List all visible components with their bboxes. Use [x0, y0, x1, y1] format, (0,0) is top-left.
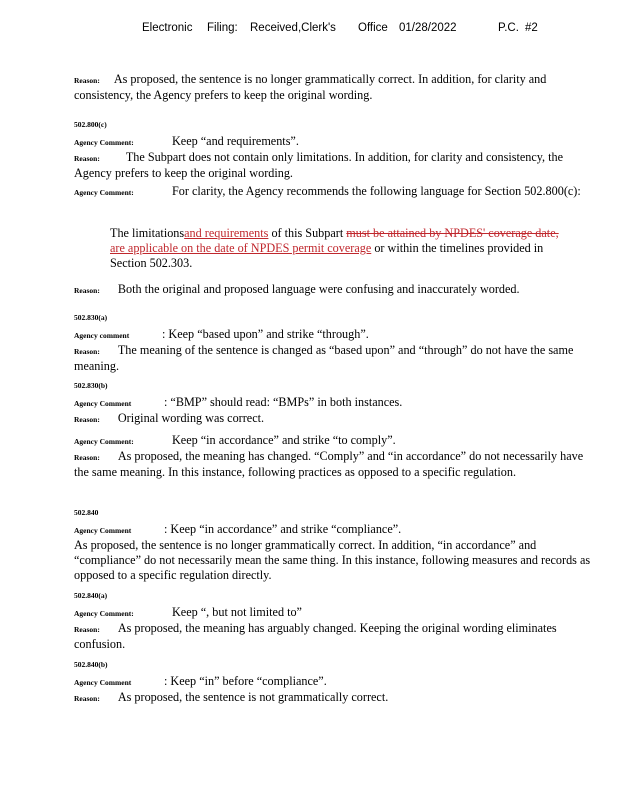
reason-text: Original wording was correct.: [117, 411, 265, 425]
agency-comment-label: Agency comment: [74, 331, 130, 340]
section-number: 502.830(a): [74, 313, 108, 322]
quote-deletion: must be attained by NPDES' coverage date,: [346, 226, 559, 240]
proposed-language-quote: [110, 226, 560, 271]
quote-part: or within the timelines provided in Section 502.303.: [110, 241, 544, 270]
header-pc: P.C.: [498, 22, 519, 34]
reason-label: Reason:: [74, 347, 100, 356]
agency-comment-label: Agency Comment:: [74, 437, 134, 446]
reason-text: The Subpart does not contain only limitations. In addition, for clarity and consistency, the Agency prefers to keep the original wording.: [74, 150, 564, 180]
section-502-830b: [74, 378, 594, 427]
header-date: 01/28/2022: [399, 22, 457, 34]
header-received: Received,Clerk's: [250, 22, 336, 34]
reason-label: Reason:: [74, 76, 100, 85]
reason-text: As proposed, the meaning has changed. “Comply” and “in accordance” do not necessarily have the same meaning. In this instance, following practices as opposed to a specific regulation.: [74, 449, 584, 479]
section-number: 502.840(b): [74, 660, 108, 669]
reason-text: As proposed, the sentence is no longer grammatically correct. In addition, for clarity and consistency, the Agency prefers to keep the original wording.: [74, 72, 547, 102]
header-filing: Filing:: [207, 22, 238, 34]
header-office: Office: [358, 22, 388, 34]
reason-label: Reason:: [74, 694, 100, 703]
agency-comment-text: For clarity, the Agency recommends the following language for Section 502.800(c):: [172, 184, 581, 198]
quote-part: of this Subpart: [271, 226, 344, 240]
reason-text: As proposed, the meaning has arguably changed. Keeping the original wording eliminates confusion.: [74, 621, 557, 651]
reason-text: The meaning of the sentence is changed as “based upon” and “through” do not have the same meaning.: [74, 343, 574, 373]
section-502-840a: [74, 588, 594, 652]
reason-label: Reason:: [74, 453, 100, 462]
agency-comment-text: : Keep “in accordance” and strike “compliance”.: [164, 522, 402, 536]
agency-comment-text: : Keep “in” before “compliance”.: [164, 674, 327, 688]
agency-comment-text: : “BMP” should read: “BMPs” in both instances.: [164, 395, 403, 409]
section-number: 502.840: [74, 508, 99, 517]
agency-comment-label: Agency Comment: [74, 399, 132, 408]
header-electronic: Electronic: [142, 22, 193, 34]
section-number: 502.800(c): [74, 120, 107, 129]
agency-comment-text: : Keep “based upon” and strike “through”.: [162, 327, 369, 341]
quote-insertion: and requirements: [184, 226, 269, 240]
section-502-840: [74, 505, 594, 583]
header-number: #2: [525, 22, 538, 34]
reason-text: Both the original and proposed language were confusing and inaccurately worded.: [117, 282, 520, 296]
section-502-800c: [74, 117, 594, 181]
comment-text: As proposed, the sentence is no longer grammatically correct. In addition, “in accordance” and “compliance” do not necessarily mean the same thing. In this instance, following measures and records as opposed to a specific regulation directly.: [74, 538, 591, 582]
reason-label: Reason:: [74, 415, 100, 424]
quote-part: The limitations: [110, 226, 185, 240]
reason-label: Reason:: [74, 625, 100, 634]
agency-comment-text: Keep “in accordance” and strike “to comply”.: [172, 433, 396, 447]
reason-block-1: [74, 72, 594, 103]
section-number: 502.830(b): [74, 381, 108, 390]
agency-comment-text: Keep “and requirements”.: [172, 134, 299, 148]
agency-comment-label: Agency Comment:: [74, 609, 134, 618]
section-number: 502.840(a): [74, 591, 108, 600]
reason-label: Reason:: [74, 286, 100, 295]
reason-label: Reason:: [74, 154, 100, 163]
recommendation-block: [74, 184, 594, 200]
comment-block-7: [74, 433, 594, 480]
agency-comment-text: Keep “, but not limited to”: [172, 605, 302, 619]
section-502-830a: [74, 310, 594, 374]
agency-comment-label: Agency Comment:: [74, 138, 134, 147]
reason-block-4: [74, 282, 594, 298]
section-502-840b: [74, 657, 594, 706]
agency-comment-label: Agency Comment:: [74, 188, 134, 197]
agency-comment-label: Agency Comment: [74, 678, 132, 687]
agency-comment-label: Agency Comment: [74, 526, 132, 535]
reason-text: As proposed, the sentence is not grammatically correct.: [117, 690, 389, 704]
quote-insertion: are applicable on the date of NPDES permit coverage: [110, 241, 372, 255]
